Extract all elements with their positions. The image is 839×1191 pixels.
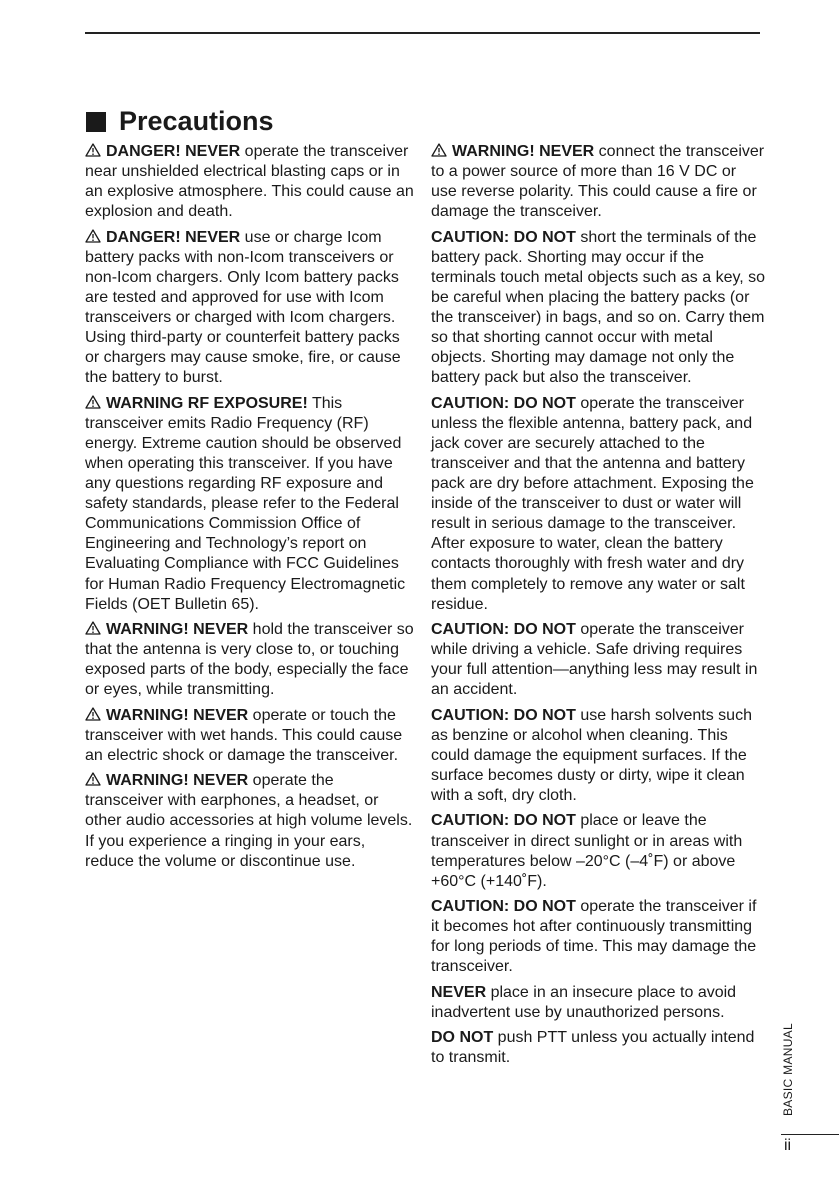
precaution-text: operate the transceiver near unshielded electrical blasting caps or in an explosive atmosphere. This could cause an explosion and death. [85, 143, 414, 221]
precaution-label: WARNING! NEVER [106, 621, 249, 639]
precaution-text: This transceiver emits Radio Frequency (RF) energy. Extreme caution should be observed when operating this transceiver. If you have any questions regarding RF exposure and safety standards, please refer to the Federal Communications Commission Office of Engineering and Technology’s report on Evaluating Compliance with FCC Guidelines for Human Radio Frequency Electromagnetic Fields (OET Bulletin 65). [85, 394, 406, 613]
precaution-label: DANGER! NEVER [106, 228, 241, 246]
warning-triangle-icon [85, 772, 101, 786]
precaution-label: CAUTION: DO NOT [431, 394, 576, 412]
precaution-paragraph [431, 811, 766, 891]
precaution-label: WARNING! NEVER [106, 772, 249, 790]
precaution-paragraph [431, 897, 766, 977]
precaution-label: WARNING! NEVER [452, 143, 595, 160]
precaution-text: short the terminals of the battery pack. Shorting may occur if the terminals touch metal objects such as a key, so be careful when placing the battery packs (or the transceiver) in bags, and so on. Carry them so that shorting cannot occur with metal objects. Shorting may damage not only the battery pack but also the transceiver. [431, 228, 766, 387]
page-number-rule [781, 1134, 839, 1135]
precaution-paragraph [431, 142, 766, 222]
warning-triangle-icon [85, 621, 101, 635]
precaution-text: place or leave the transceiver in direct sunlight or in areas with temperatures below –20°C (–4˚F) or above +60°C (+140˚F). [431, 812, 743, 890]
right-column [431, 142, 766, 1074]
precaution-paragraph [85, 394, 415, 615]
precaution-paragraph [431, 983, 766, 1023]
square-bullet-icon [86, 112, 106, 132]
precaution-paragraph [85, 228, 415, 389]
top-rule [85, 32, 760, 34]
precaution-label: CAUTION: DO NOT [431, 898, 576, 916]
warning-triangle-icon [85, 395, 101, 409]
precaution-text: push PTT unless you actually intend to transmit. [431, 1029, 755, 1067]
precaution-label: CAUTION: DO NOT [431, 228, 576, 246]
precaution-paragraph [431, 706, 766, 806]
precaution-text: operate the transceiver if it becomes hot after continuously transmitting for long periods of time. This may damage the transceiver. [431, 898, 757, 976]
precaution-paragraph [85, 706, 415, 766]
precaution-paragraph [85, 771, 415, 871]
precaution-text: operate the transceiver while driving a vehicle. Safe driving requires your full attention—anything less may result in an accident. [431, 621, 758, 699]
precaution-label: CAUTION: DO NOT [431, 621, 576, 639]
precaution-paragraph [431, 620, 766, 700]
precaution-text: operate the transceiver with earphones, a headset, or other audio accessories at high volume levels. If you experience a ringing in your ears, reduce the volume or discontinue use. [85, 772, 413, 870]
precaution-text: place in an insecure place to avoid inadvertent use by unauthorized persons. [431, 983, 737, 1021]
precaution-label: DANGER! NEVER [106, 143, 241, 160]
page-title [86, 106, 274, 137]
precaution-label: WARNING! NEVER [106, 706, 249, 724]
precaution-label: CAUTION: DO NOT [431, 812, 576, 830]
precaution-text: use or charge Icom battery packs with non-Icom transceivers or non-Icom chargers. Only Icom battery packs are tested and approved for use with Icom transceivers or charged with Icom chargers. Using third-party or counterfeit battery packs or chargers may cause smoke, fire, or cause the battery to burst. [85, 228, 401, 387]
precaution-text: operate or touch the transceiver with wet hands. This could cause an electric shock or damage the transceiver. [85, 706, 403, 764]
precaution-text: hold the transceiver so that the antenna is very close to, or touching exposed parts of the body, especially the face or eyes, while transmitting. [85, 621, 414, 699]
precaution-text: connect the transceiver to a power source of more than 16 V DC or use reverse polarity. This could cause a fire or damage the transceiver. [431, 143, 765, 221]
warning-triangle-icon [85, 229, 101, 243]
precaution-label: WARNING RF EXPOSURE! [106, 394, 308, 412]
warning-triangle-icon [85, 707, 101, 721]
precaution-label: DO NOT [431, 1029, 494, 1047]
page-title-text: Precautions [119, 106, 274, 136]
page-number: ii [784, 1137, 792, 1154]
warning-triangle-icon [85, 143, 101, 157]
precaution-text: use harsh solvents such as benzine or alcohol when cleaning. This could damage the equipment surfaces. If the surface becomes dusty or dirty, wipe it clean with a soft, dry cloth. [431, 706, 752, 805]
precaution-label: CAUTION: DO NOT [431, 706, 576, 724]
precaution-paragraph [85, 620, 415, 700]
side-label: BASIC MANUAL [781, 1023, 795, 1116]
left-column [85, 142, 415, 877]
warning-triangle-icon [431, 143, 447, 157]
precaution-paragraph [431, 394, 766, 615]
precaution-label: NEVER [431, 983, 487, 1001]
precaution-paragraph [85, 142, 415, 222]
precaution-paragraph [431, 1028, 766, 1068]
precaution-paragraph [431, 228, 766, 389]
precaution-text: operate the transceiver unless the flexible antenna, battery pack, and jack cover are securely attached to the transceiver and that the antenna and battery pack are dry before attachment. Exposing the inside of the transceiver to dust or water will result in serious damage to the transceiver. After exposure to water, clean the battery contacts thoroughly with fresh water and dry them completely to remove any water or salt residue. [431, 394, 754, 613]
